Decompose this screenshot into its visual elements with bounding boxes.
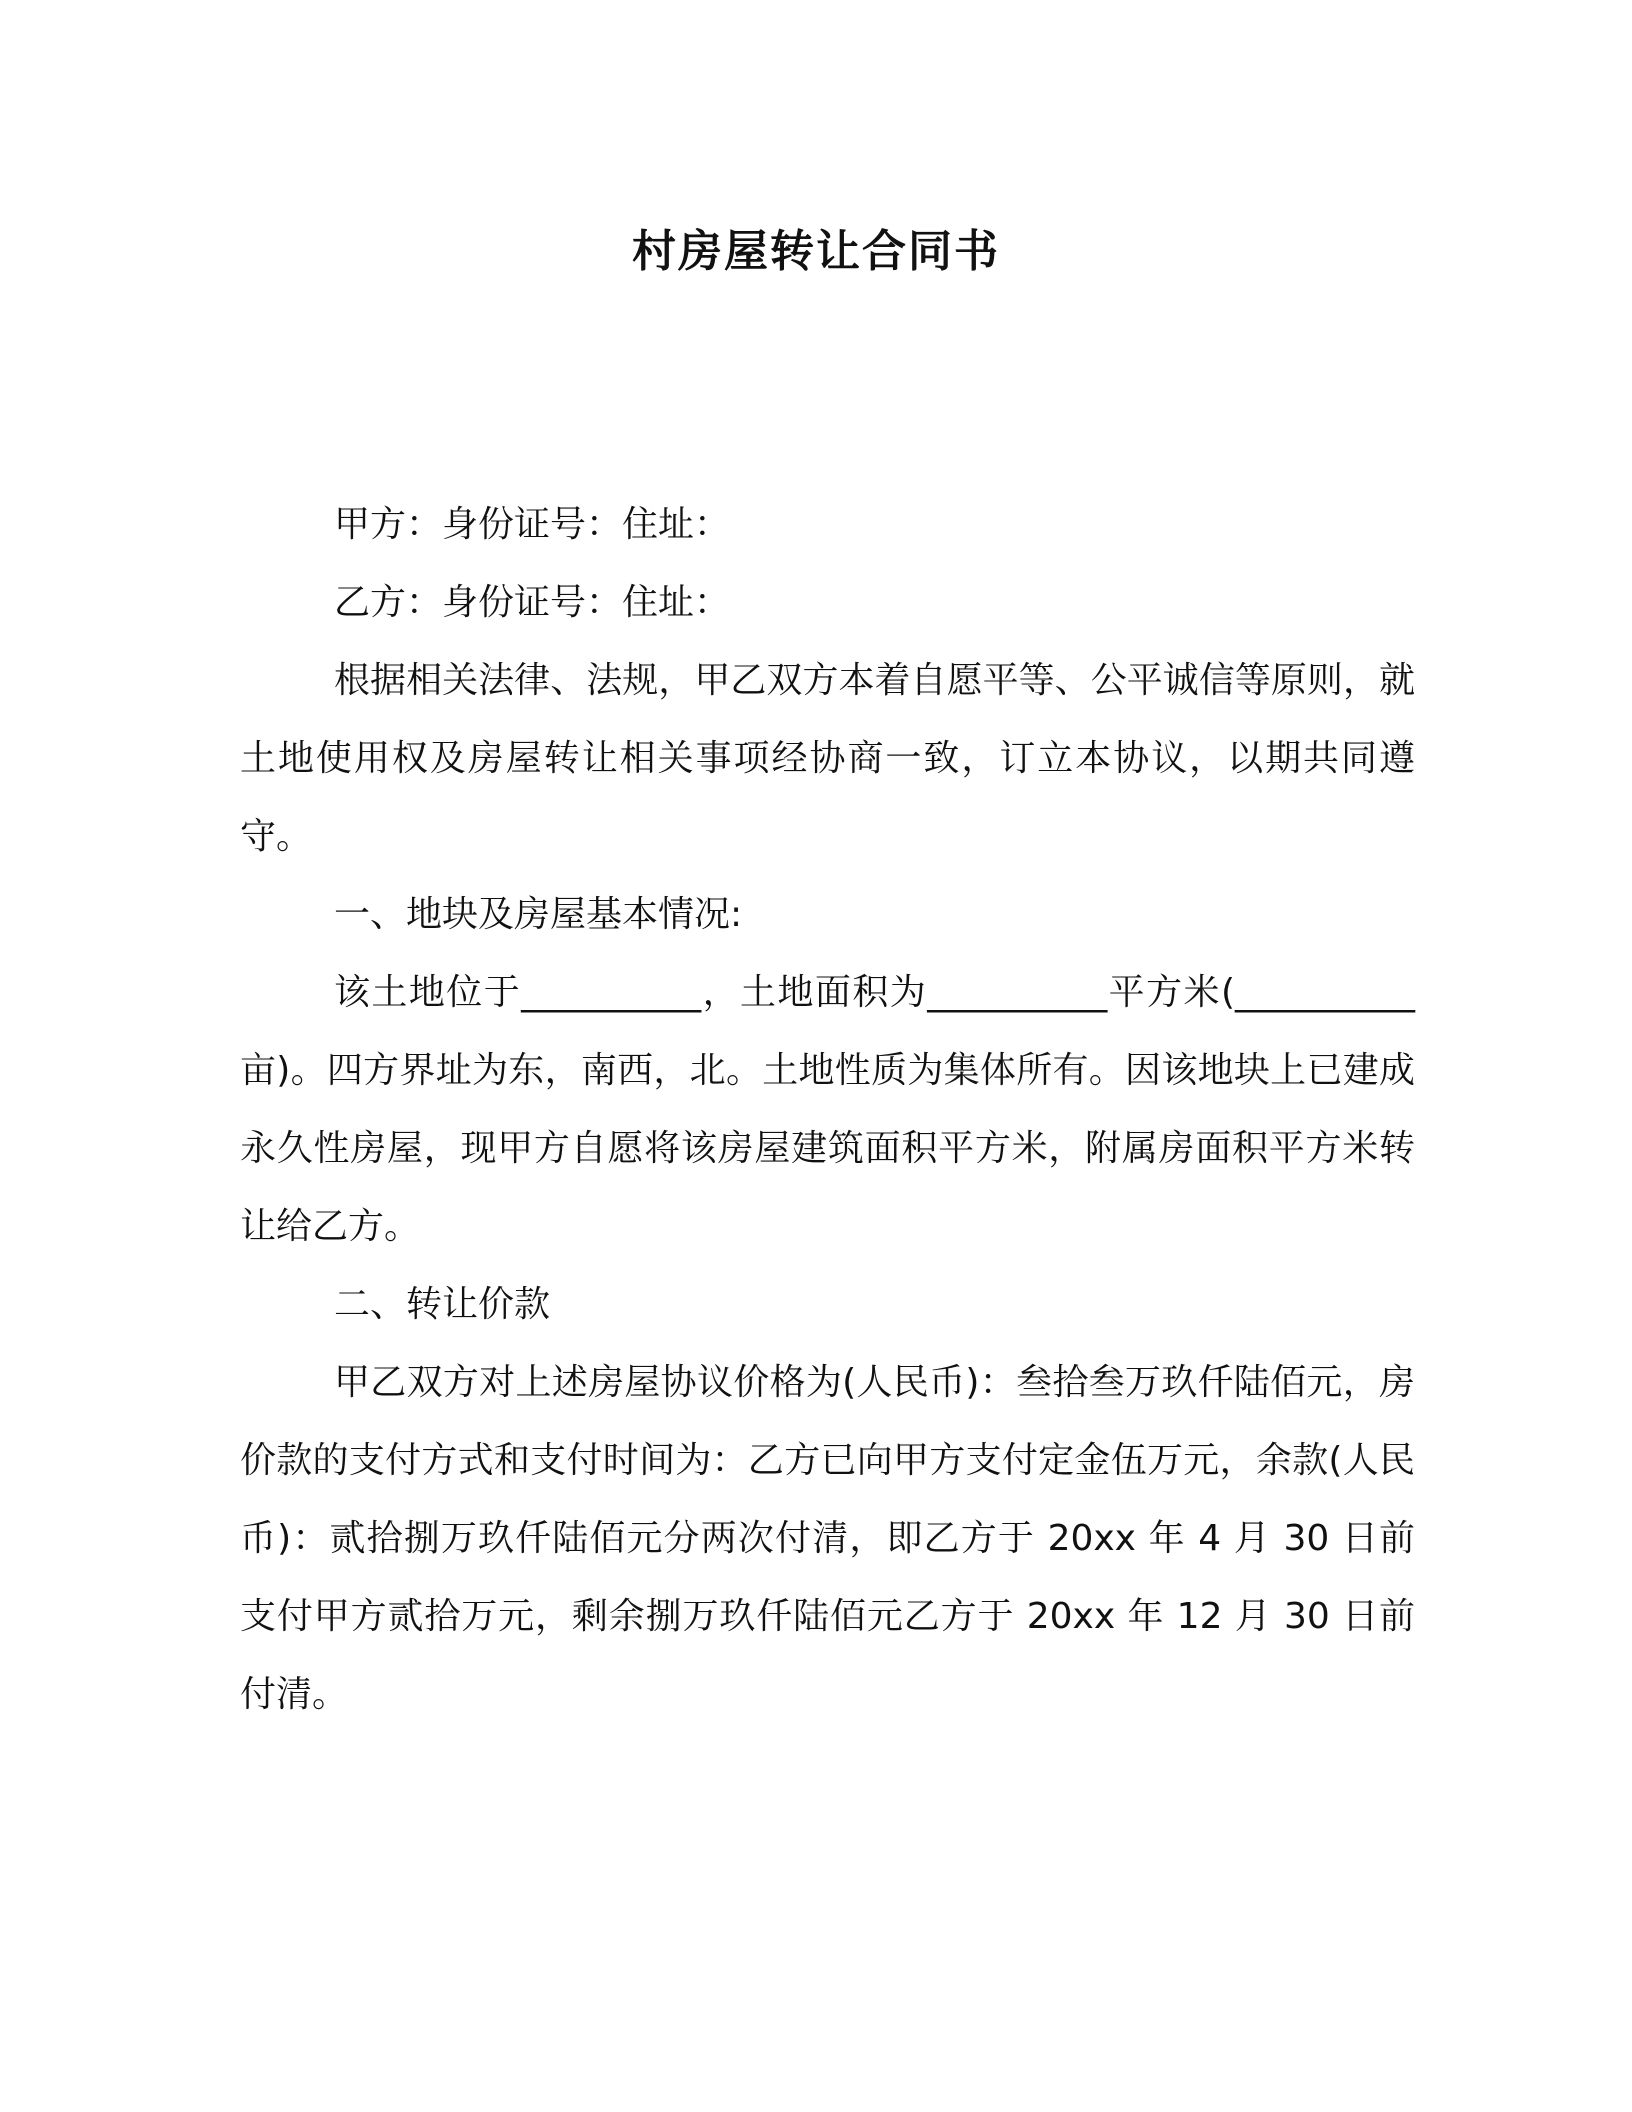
party-b-line: 乙方：身份证号：住址：	[334, 582, 731, 623]
land-description-paragraph: 该土地位于__________，土地面积为__________平方米(__________亩)。四方界址为东，南西，北。土地性质为集体所有。因该地块上已建成永久性房屋，现甲方自愿将该房屋建筑面积平方米，附属房面积平方米转让给乙方。	[240, 972, 1415, 1247]
section-heading-2: 二、转让价款	[334, 1284, 551, 1325]
document-title: 村房屋转让合同书	[632, 226, 1000, 277]
section-heading-1: 一、地块及房屋基本情况:	[334, 894, 743, 935]
preamble-paragraph: 根据相关法律、法规，甲乙双方本着自愿平等、公平诚信等原则，就土地使用权及房屋转让相关事项经协商一致，订立本协议，以期共同遵守。	[240, 660, 1415, 857]
payment-terms-paragraph: 甲乙双方对上述房屋协议价格为(人民币)：叁拾叁万玖仟陆佰元，房价款的支付方式和支付时间为：乙方已向甲方支付定金伍万元，余款(人民币)：贰拾捌万玖仟陆佰元分两次付清，即乙方于 20xx 年 4 月 30 日前支付甲方贰拾万元，剩余捌万玖仟陆佰元乙方于 20xx 年 12 月 30 日前付清。	[240, 1362, 1415, 1715]
party-a-line: 甲方：身份证号：住址：	[334, 504, 731, 545]
document-body	[240, 486, 1415, 1734]
